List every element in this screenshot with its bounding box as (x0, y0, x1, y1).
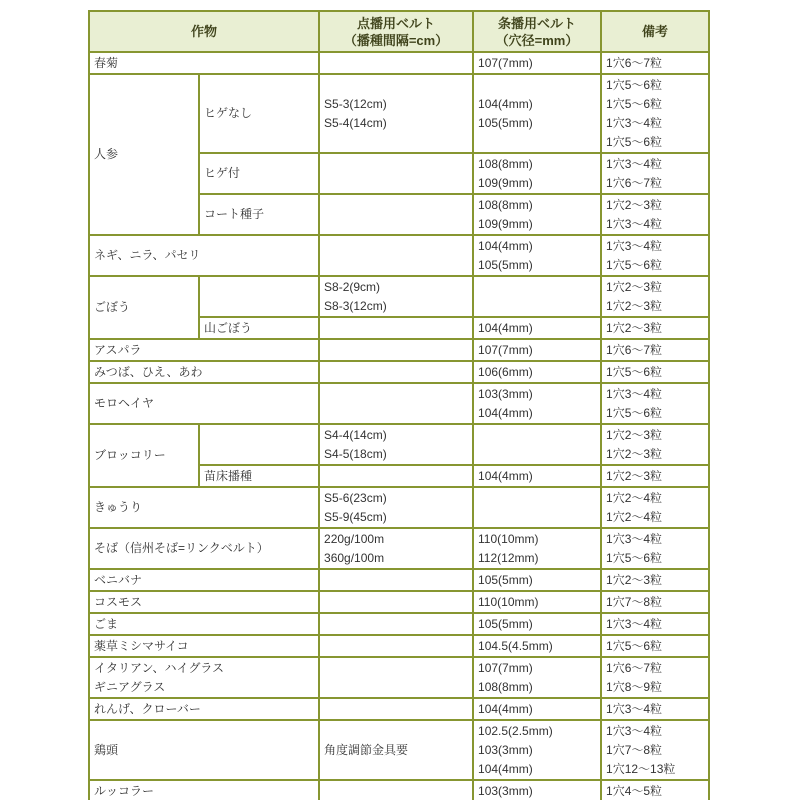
cell-remarks: 1穴2～3粒 (601, 317, 709, 339)
cell-spot-belt: 角度調節金具要 (319, 720, 473, 780)
cell-remarks: 1穴3～4粒 (601, 613, 709, 635)
table-row (89, 720, 709, 780)
cell-row-belt: 104(4mm) (473, 698, 601, 720)
cell-remarks: 1穴7～8粒 (601, 591, 709, 613)
cell-crop-sub: 苗床播種 (199, 465, 319, 487)
cell-row-belt: 103(3mm) (473, 780, 601, 800)
cell-row-belt (473, 276, 601, 317)
table-row (89, 361, 709, 383)
cell-crop: 人参 (89, 74, 199, 235)
cell-crop-sub (199, 276, 319, 317)
cell-crop: ブロッコリー (89, 424, 199, 487)
cell-row-belt: 104(4mm) (473, 317, 601, 339)
cell-row-belt: 104.5(4.5mm) (473, 635, 601, 657)
cell-crop: ごま (89, 613, 319, 635)
cell-crop: きゅうり (89, 487, 319, 528)
table-header (89, 11, 709, 52)
cell-spot-belt: S5-6(23cm) S5-9(45cm) (319, 487, 473, 528)
cell-remarks: 1穴3～4粒 (601, 698, 709, 720)
cell-remarks: 1穴6～7粒 (601, 52, 709, 74)
cell-crop: そば（信州そば=リンクベルト） (89, 528, 319, 569)
cell-crop-sub (199, 424, 319, 465)
cell-spot-belt (319, 361, 473, 383)
cell-row-belt: 102.5(2.5mm) 103(3mm) 104(4mm) (473, 720, 601, 780)
cell-crop: みつば、ひえ、あわ (89, 361, 319, 383)
table-row (89, 613, 709, 635)
cell-remarks: 1穴3～4粒 1穴6～7粒 (601, 153, 709, 194)
cell-remarks: 1穴3～4粒 1穴5～6粒 (601, 383, 709, 424)
cell-row-belt: 110(10mm) 112(12mm) (473, 528, 601, 569)
cell-spot-belt (319, 569, 473, 591)
cell-remarks: 1穴2～4粒 1穴2～4粒 (601, 487, 709, 528)
cell-spot-belt (319, 153, 473, 194)
cell-row-belt: 104(4mm) 105(5mm) (473, 74, 601, 153)
cell-crop: モロヘイヤ (89, 383, 319, 424)
cell-remarks: 1穴3～4粒 1穴7～8粒 1穴12～13粒 (601, 720, 709, 780)
cell-crop: ベニバナ (89, 569, 319, 591)
cell-spot-belt (319, 780, 473, 800)
cell-crop: ルッコラー (89, 780, 319, 800)
cell-remarks: 1穴6～7粒 1穴8～9粒 (601, 657, 709, 698)
cell-crop: アスパラ (89, 339, 319, 361)
cell-crop: イタリアン、ハイグラス ギニアグラス (89, 657, 319, 698)
cell-remarks: 1穴2～3粒 (601, 569, 709, 591)
cell-spot-belt (319, 465, 473, 487)
cell-remarks: 1穴3～4粒 1穴5～6粒 (601, 235, 709, 276)
cell-spot-belt: 220g/100m 360g/100m (319, 528, 473, 569)
cell-spot-belt (319, 591, 473, 613)
cell-spot-belt: S5-3(12cm) S5-4(14cm) (319, 74, 473, 153)
cell-crop: 春菊 (89, 52, 319, 74)
cell-crop-sub: コート種子 (199, 194, 319, 235)
cell-crop-sub: ヒゲなし (199, 74, 319, 153)
cell-remarks: 1穴5～6粒 (601, 361, 709, 383)
header-row-belt: 条播用ベルト （穴径=mm） (473, 11, 601, 52)
table-row (89, 276, 709, 317)
cell-spot-belt (319, 317, 473, 339)
cell-spot-belt: S4-4(14cm) S4-5(18cm) (319, 424, 473, 465)
cell-spot-belt (319, 52, 473, 74)
table-body (89, 52, 709, 800)
cell-spot-belt: S8-2(9cm) S8-3(12cm) (319, 276, 473, 317)
cell-row-belt: 103(3mm) 104(4mm) (473, 383, 601, 424)
table-row (89, 657, 709, 698)
table-row (89, 591, 709, 613)
cell-row-belt: 106(6mm) (473, 361, 601, 383)
cell-remarks: 1穴2～3粒 1穴3～4粒 (601, 194, 709, 235)
cell-row-belt: 107(7mm) 108(8mm) (473, 657, 601, 698)
cell-remarks: 1穴3～4粒 1穴5～6粒 (601, 528, 709, 569)
cell-remarks: 1穴2～3粒 1穴2～3粒 (601, 424, 709, 465)
cell-crop: コスモス (89, 591, 319, 613)
header-row (89, 11, 709, 52)
table-row (89, 698, 709, 720)
cell-spot-belt (319, 383, 473, 424)
cell-remarks: 1穴2～3粒 (601, 465, 709, 487)
cell-row-belt: 105(5mm) (473, 569, 601, 591)
cell-crop: ごぼう (89, 276, 199, 339)
cell-row-belt: 107(7mm) (473, 52, 601, 74)
cell-spot-belt (319, 235, 473, 276)
table-row (89, 569, 709, 591)
cell-spot-belt (319, 613, 473, 635)
cell-remarks: 1穴4～5粒 (601, 780, 709, 800)
cell-row-belt: 108(8mm) 109(9mm) (473, 153, 601, 194)
table-row (89, 74, 709, 153)
table-row (89, 780, 709, 800)
cell-spot-belt (319, 698, 473, 720)
table-row (89, 424, 709, 465)
cell-remarks: 1穴5～6粒 (601, 635, 709, 657)
cell-crop: ネギ、ニラ、パセリ (89, 235, 319, 276)
cell-row-belt: 104(4mm) (473, 465, 601, 487)
cell-spot-belt (319, 339, 473, 361)
cell-spot-belt (319, 194, 473, 235)
cell-remarks: 1穴6～7粒 (601, 339, 709, 361)
table-row (89, 528, 709, 569)
cell-row-belt: 107(7mm) (473, 339, 601, 361)
table-row (89, 487, 709, 528)
cell-remarks: 1穴5～6粒 1穴5～6粒 1穴3～4粒 1穴5～6粒 (601, 74, 709, 153)
cell-row-belt: 108(8mm) 109(9mm) (473, 194, 601, 235)
cell-row-belt: 110(10mm) (473, 591, 601, 613)
cell-crop-sub: ヒゲ付 (199, 153, 319, 194)
cell-row-belt (473, 424, 601, 465)
cell-remarks: 1穴2～3粒 1穴2～3粒 (601, 276, 709, 317)
cell-crop: 鶏頭 (89, 720, 319, 780)
cell-spot-belt (319, 657, 473, 698)
header-crop: 作物 (89, 11, 319, 52)
header-remarks: 備考 (601, 11, 709, 52)
cell-crop: 薬草ミシマサイコ (89, 635, 319, 657)
cell-row-belt: 105(5mm) (473, 613, 601, 635)
table-row (89, 383, 709, 424)
table-row (89, 635, 709, 657)
cell-crop: れんげ、クローバー (89, 698, 319, 720)
table-row (89, 52, 709, 74)
cell-row-belt: 104(4mm) 105(5mm) (473, 235, 601, 276)
belt-table (88, 10, 710, 800)
table-row (89, 235, 709, 276)
cell-crop-sub: 山ごぼう (199, 317, 319, 339)
cell-row-belt (473, 487, 601, 528)
table-row (89, 339, 709, 361)
cell-spot-belt (319, 635, 473, 657)
header-spot-belt: 点播用ベルト （播種間隔=cm） (319, 11, 473, 52)
